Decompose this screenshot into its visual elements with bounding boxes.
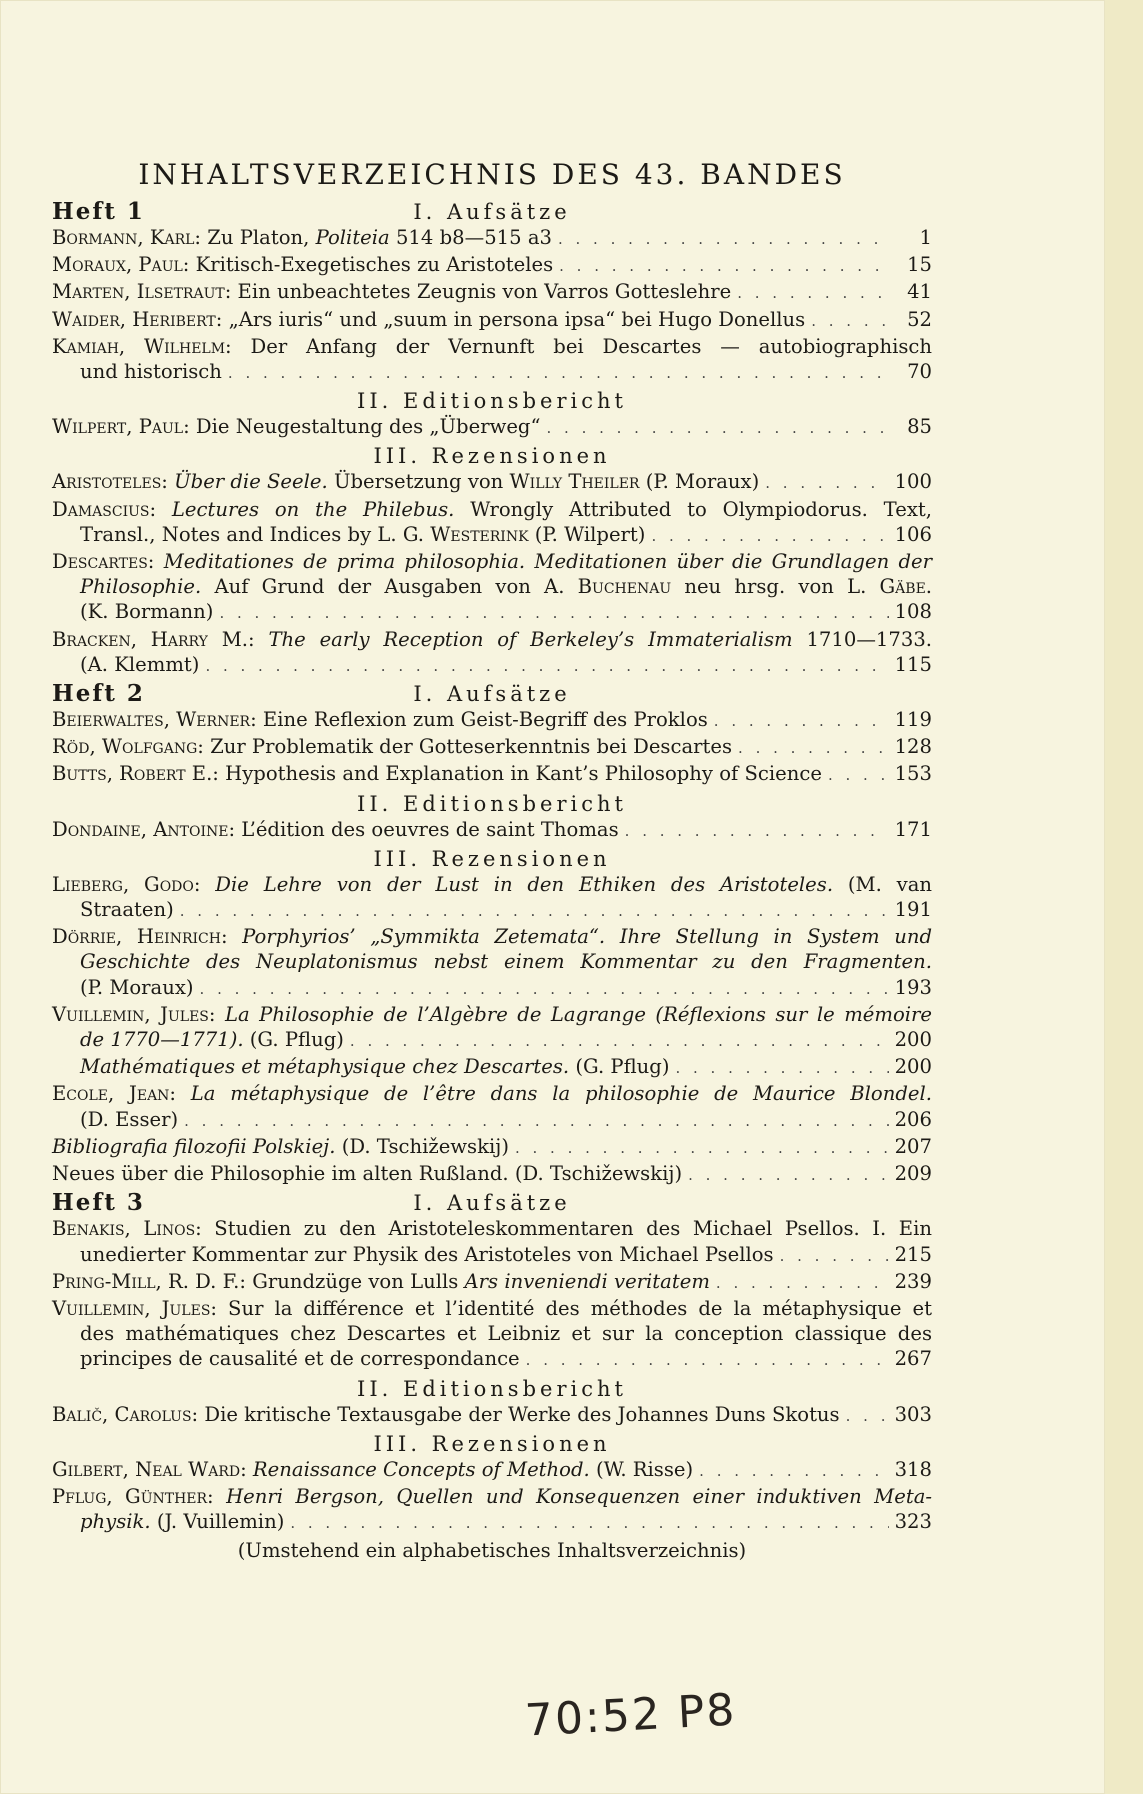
page-number: 106 [894, 522, 932, 546]
heft1-section-editionsbericht [52, 388, 932, 414]
page-number: 207 [894, 1134, 932, 1158]
toc-entry [52, 334, 932, 386]
entry-rest: (K. Bormann) [80, 600, 214, 624]
entry-rest: (D. Esser) [80, 1107, 179, 1131]
entry-text: principes de causalité et de correspondance [80, 1347, 520, 1371]
toc-entry [52, 924, 932, 1002]
page-number: 52 [907, 307, 932, 331]
entry-text: Übersetzung von [327, 470, 510, 494]
entry-text: neu hrsg. von L. [671, 575, 880, 599]
entry-text: Auf Grund der Ausgaben von A. [201, 575, 578, 599]
entry-rest: (P. Moraux) [80, 975, 194, 999]
heft2-label: Heft 2 [52, 680, 145, 708]
entry-text: Hypothesis and Explanation in Kant’s Philosophy of Science [218, 762, 822, 786]
leader-dots [547, 416, 893, 441]
entry-rest: 514 b8—515 a3 [389, 226, 552, 249]
toc-entry [52, 279, 932, 306]
entry-rest: (J. Vuillemin) [150, 1510, 285, 1534]
leader-dots [699, 1459, 888, 1484]
page-number: 1 [919, 226, 932, 249]
toc-entry [52, 1134, 932, 1161]
toc-entry [52, 1296, 932, 1374]
toc-entry [52, 1484, 932, 1536]
entry-rest: (P. Wilpert) [528, 522, 646, 546]
leader-dots [828, 763, 889, 788]
entry-italic: The early Reception of Berkeley’s Immaterialism [254, 627, 793, 651]
page-number: 171 [894, 817, 932, 841]
entry-author: Bormann, Karl: [52, 226, 202, 249]
page-number: 128 [894, 735, 932, 759]
entry-author: Gilbert, Neal Ward: [52, 1457, 247, 1481]
entry-rest: 1710—1733. [792, 627, 933, 651]
entry-rest: (M. van [833, 872, 933, 896]
entry-author: Beierwaltes, Werner: [52, 708, 257, 732]
entry-author: Dörrie, Heinrich: [52, 925, 228, 949]
entry-author: Pring-Mill, R. D. F.: [52, 1269, 247, 1293]
entry-text: Neues über die Philosophie im alten Rußland. (D. Tschižewskij) [52, 1162, 683, 1186]
entry-text: unedierter Kommentar zur Physik des Aristoteles von Michael Psellos [80, 1242, 774, 1266]
entry-rest: (W. Risse) [589, 1457, 694, 1481]
entry-italic: La Philosophie de l’Algèbre de Lagrange (Réflexions sur le mémoire [215, 1002, 932, 1026]
entry-rest: (P. Moraux) [639, 470, 760, 494]
page-number: 119 [894, 708, 932, 732]
entry-italic: de 1770—1771). [80, 1028, 244, 1052]
page-number: 100 [894, 470, 932, 494]
entry-name: Buchenau [577, 575, 672, 599]
leader-dots [737, 281, 892, 306]
leader-dots [180, 899, 889, 924]
leader-dots [651, 524, 888, 549]
heft3-section-rezensionen [52, 1431, 932, 1457]
entry-name: Westerink [430, 522, 529, 546]
entry-author: Kamiah, Wilhelm: [52, 334, 232, 358]
entry-text: Transl., Notes and Indices by L. G. [80, 522, 431, 546]
entry-author: Waider, Heribert: [52, 307, 223, 331]
entry-text: des mathématiques chez Descartes et Leibniz et sur la conception classique des [80, 1322, 932, 1346]
page-number: 267 [894, 1347, 932, 1371]
toc-entry [52, 1216, 932, 1268]
leader-dots [228, 361, 892, 386]
page-number: 41 [907, 280, 932, 304]
toc-entry [52, 817, 932, 844]
entry-author: Balič, Carolus: [52, 1402, 199, 1426]
entry-italic: Die Lehre von der Lust in den Ethiken des Aristoteles. [200, 872, 834, 896]
page-number: 209 [894, 1162, 932, 1186]
toc-entry [52, 872, 932, 924]
entry-italic: Geschichte des Neuplatonismus nebst einem Kommentar zu den Fragmenten. [80, 950, 932, 974]
leader-dots [811, 309, 892, 334]
entry-author: Butts, Robert E.: [52, 762, 219, 786]
page-number: 108 [894, 600, 932, 624]
heft3-sec3-title: III. Rezensionen [373, 1431, 611, 1456]
entry-text: Der Anfang der Vernunft bei Descartes — autobiographisch [231, 334, 932, 358]
toc-entry [52, 1161, 932, 1188]
leader-dots [526, 1348, 889, 1373]
heft3-section-editionsbericht [52, 1376, 932, 1402]
page-number: 239 [894, 1269, 932, 1293]
toc-entry [52, 225, 932, 252]
toc-entry [52, 497, 932, 549]
heft2-section-aufsaetze [52, 681, 932, 707]
leader-dots [780, 1244, 889, 1269]
entry-author: Ecole, Jean: [52, 1082, 177, 1106]
heft1-sec3-title: III. Rezensionen [373, 444, 611, 469]
leader-dots [688, 1163, 888, 1188]
entry-italic: Lectures on the Philebus. [156, 497, 455, 521]
leader-dots [675, 1056, 888, 1081]
entry-text: Zur Problematik der Gotteserkenntnis bei Descartes [203, 735, 733, 759]
page-number: 200 [894, 1055, 932, 1079]
leader-dots [559, 254, 892, 279]
entry-italic: La métaphysique de l’être dans la philosophie de Maurice Blondel. [176, 1082, 932, 1106]
page-number: 153 [894, 762, 932, 786]
entry-italic: physik. [80, 1510, 151, 1534]
heft1-sec1-title: I. Aufsätze [413, 200, 571, 224]
leader-dots [765, 471, 888, 496]
toc-entry [52, 707, 932, 734]
entry-text: Die Neugestaltung des „Überweg“ [189, 415, 541, 439]
entry-author: Aristoteles: [52, 470, 168, 494]
toc-entry [52, 1269, 932, 1296]
entry-author: Bracken, Harry M.: [52, 627, 255, 651]
entry-author: Röd, Wolfgang: [52, 735, 204, 759]
heft2-sec3-title: III. Rezensionen [373, 846, 611, 871]
entry-italic: Renaissance Concepts of Method. [246, 1457, 590, 1481]
heft1-section-rezensionen [52, 443, 932, 469]
entry-text: und historisch [80, 360, 222, 384]
leader-dots [205, 654, 888, 679]
page-number: 15 [907, 253, 932, 277]
toc-entry [52, 414, 932, 441]
page-number: 323 [894, 1510, 932, 1534]
leader-dots [350, 1029, 889, 1054]
entry-text: Ein unbeachtetes Zeugnis von Varros Gotteslehre [231, 280, 732, 304]
leader-dots [184, 1109, 888, 1134]
entry-text: „Ars iuris“ und „suum in persona ipsa“ bei Hugo Donellus [222, 307, 806, 331]
toc-entry [52, 1002, 932, 1054]
entry-author: Benakis, Linos: [52, 1217, 202, 1241]
entry-text: L’édition des oeuvres de saint Thomas [235, 817, 619, 841]
entry-author: Moraux, Paul: [52, 253, 190, 277]
entry-italic: Meditationes de prima philosophia. Meditationen über die Grundlagen der [154, 550, 932, 574]
toc-entry [52, 307, 932, 334]
toc-entry [52, 1081, 932, 1133]
entry-italic: Ars inveniendi veritatem [464, 1269, 710, 1293]
entry-text: Eine Reflexion zum Geist-Begriff des Proklos [256, 708, 708, 732]
toc-entry [52, 1054, 932, 1081]
table-of-contents [52, 158, 932, 1564]
handwritten-note: 70:52 P8 [523, 1684, 738, 1747]
entry-italic: Henri Bergson, Quellen und Konsequenzen einer induktiven Meta- [213, 1484, 933, 1508]
entry-author: Pflug, Günther: [52, 1484, 214, 1508]
entry-text: Sur la différence et l’identité des méthodes de la métaphysique et [217, 1296, 932, 1320]
leader-dots [558, 227, 892, 252]
entry-author: Damascius: [52, 497, 157, 521]
toc-entry [52, 252, 932, 279]
heft3-label: Heft 3 [52, 1189, 145, 1217]
leader-dots [200, 977, 889, 1002]
entry-text: Wrongly Attributed to Olympiodorus. Text, [454, 497, 932, 521]
toc-entry [52, 761, 932, 788]
toc-entry [52, 1402, 932, 1429]
page-edge [1105, 0, 1143, 1794]
entry-text: Die kritische Textausgabe der Werke des Johannes Duns Skotus [198, 1402, 840, 1426]
entry-rest: Straaten) [80, 898, 174, 922]
toc-entry [52, 1457, 932, 1484]
heft1-section-aufsaetze [52, 199, 932, 225]
heft2-sec2-title: II. Editionsbericht [357, 791, 627, 816]
heft1-sec2-title: II. Editionsbericht [357, 389, 627, 414]
entry-text: Grundzüge von Lulls [246, 1269, 465, 1293]
leader-dots [290, 1511, 888, 1536]
leader-dots [846, 1404, 889, 1429]
closing-note: (Umstehend ein alphabetisches Inhaltsverzeichnis) [237, 1539, 747, 1563]
entry-italic: Bibliografia filozofii Polskiej. [52, 1134, 336, 1158]
page-number: 215 [894, 1242, 932, 1266]
entry-italic: Über die Seele. [167, 470, 328, 494]
leader-dots [714, 709, 889, 734]
heft2-section-rezensionen [52, 846, 932, 872]
entry-text: Studien zu den Aristoteleskommentaren des Michael Psellos. I. Ein [201, 1217, 932, 1241]
leader-dots [219, 601, 888, 626]
entry-name: Willy Theiler [509, 470, 640, 494]
entry-author: Wilpert, Paul: [52, 415, 190, 439]
page-number: 318 [894, 1457, 932, 1481]
heft3-sec1-title: I. Aufsätze [413, 1191, 571, 1216]
entry-rest: (G. Pflug) [243, 1028, 344, 1052]
page-number: 193 [894, 975, 932, 999]
page-number: 206 [894, 1107, 932, 1131]
page-number: 70 [907, 360, 932, 384]
entry-rest: (D. Tschižewskij) [335, 1134, 509, 1158]
leader-dots [515, 1136, 889, 1161]
page-number: 303 [894, 1402, 932, 1426]
page-number: 191 [894, 898, 932, 922]
entry-author: Descartes: [52, 550, 155, 574]
entry-italic: Porphyrios’ „Symmikta Zetemata“. Ihre Stellung in System und [227, 925, 932, 949]
entry-text: Kritisch-Exegetisches zu Aristoteles [189, 253, 554, 277]
toc-entry [52, 734, 932, 761]
entry-rest: (A. Klemmt) [80, 652, 200, 676]
heft3-section-aufsaetze [52, 1190, 932, 1216]
heft1-label: Heft 1 [52, 198, 145, 225]
entry-author: Dondaine, Antoine: [52, 817, 236, 841]
entry-text: Zu Platon, [201, 226, 316, 249]
entry-italic: Mathématiques et métaphysique chez Descartes. [80, 1055, 570, 1079]
entry-italic: Politeia [315, 226, 390, 249]
entry-author: Lieberg, Godo: [52, 872, 201, 896]
leader-dots [625, 819, 889, 844]
entry-rest: (G. Pflug) [569, 1055, 670, 1079]
page-number: 200 [894, 1028, 932, 1052]
leader-dots [738, 736, 889, 761]
page-number: 115 [894, 652, 932, 676]
entry-author: Vuillemin, Jules: [52, 1002, 216, 1026]
leader-dots [716, 1271, 889, 1296]
heft2-section-editionsbericht [52, 791, 932, 817]
entry-italic: Philosophie. [80, 575, 202, 599]
entry-author: Marten, Ilsetraut: [52, 280, 232, 304]
toc-entry [52, 469, 932, 496]
toc-entry [52, 627, 932, 679]
page-number: 85 [907, 415, 932, 439]
heft3-sec2-title: II. Editionsbericht [357, 1376, 627, 1401]
toc-entry [52, 549, 932, 627]
page-title: INHALTSVERZEICHNIS DES 43. BANDES [138, 158, 846, 191]
entry-name: Gäbe. [879, 575, 933, 599]
entry-author: Vuillemin, Jules: [52, 1296, 218, 1320]
heft2-sec1-title: I. Aufsätze [413, 682, 571, 707]
